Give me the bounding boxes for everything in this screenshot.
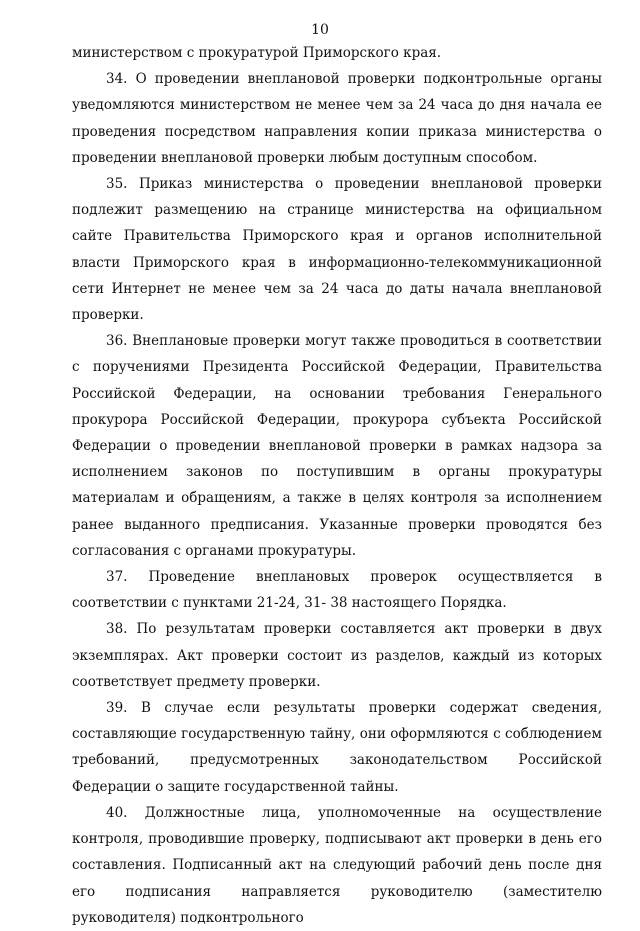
paragraph-36: 36. Внеплановые проверки могут также проводиться в соответствии с поручениями Президента Российской Федерации, Правительства Российской Федерации, на основании требования Генерального прокурора Российской Федерации, прокурора субъекта Российской Федерации о проведении внеплановой проверки в рамках надзора за исполнением законов по поступившим в органы прокуратуры материалам и обращениям, а также в целях контроля за исполнением ранее выданного предписания. Указанные проверки проводятся без согласования с органами прокуратуры. [72, 333, 602, 559]
paragraph-35: 35. Приказ министерства о проведении внеплановой проверки подлежит размещению на странице министерства на официальном сайте Правительства Приморского края и органов исполнительной власти Приморского края в информационно-телекоммуникационной сети Интернет не менее чем за 24 часа до даты начала внеплановой проверки. [72, 176, 602, 324]
page-number: 10 [311, 22, 329, 38]
paragraph-34: 34. О проведении внеплановой проверки подконтрольные органы уведомляются министерством не менее чем за 24 часа до дня начала ее проведения посредством направления копии приказа министерства о проведении внеплановой проверки любым доступным способом. [72, 71, 602, 166]
paragraph-37: 37. Проведение внеплановых проверок осуществляется в соответствии с пунктами 21-24, 31- 38 настоящего Порядка. [72, 569, 602, 612]
paragraph-39: 39. В случае если результаты проверки содержат сведения, составляющие государственную тайну, они оформляются с соблюдением требований, предусмотренных законодательством Российской Федерации о защите государственной тайны. [72, 700, 602, 795]
paragraph-40: 40. Должностные лица, уполномоченные на осуществление контроля, проводившие проверку, подписывают акт проверки в день его составления. Подписанный акт на следующий рабочий день после дня его подписания направляется руководителю (заместителю руководителя) подконтрольного [72, 804, 602, 926]
document-body [72, 40, 602, 931]
paragraph-38: 38. По результатам проверки составляется акт проверки в двух экземплярах. Акт проверки состоит из разделов, каждый из которых соответствует предмету проверки. [72, 621, 602, 690]
paragraph-continuation: министерством с прокуратурой Приморского края. [72, 45, 442, 61]
